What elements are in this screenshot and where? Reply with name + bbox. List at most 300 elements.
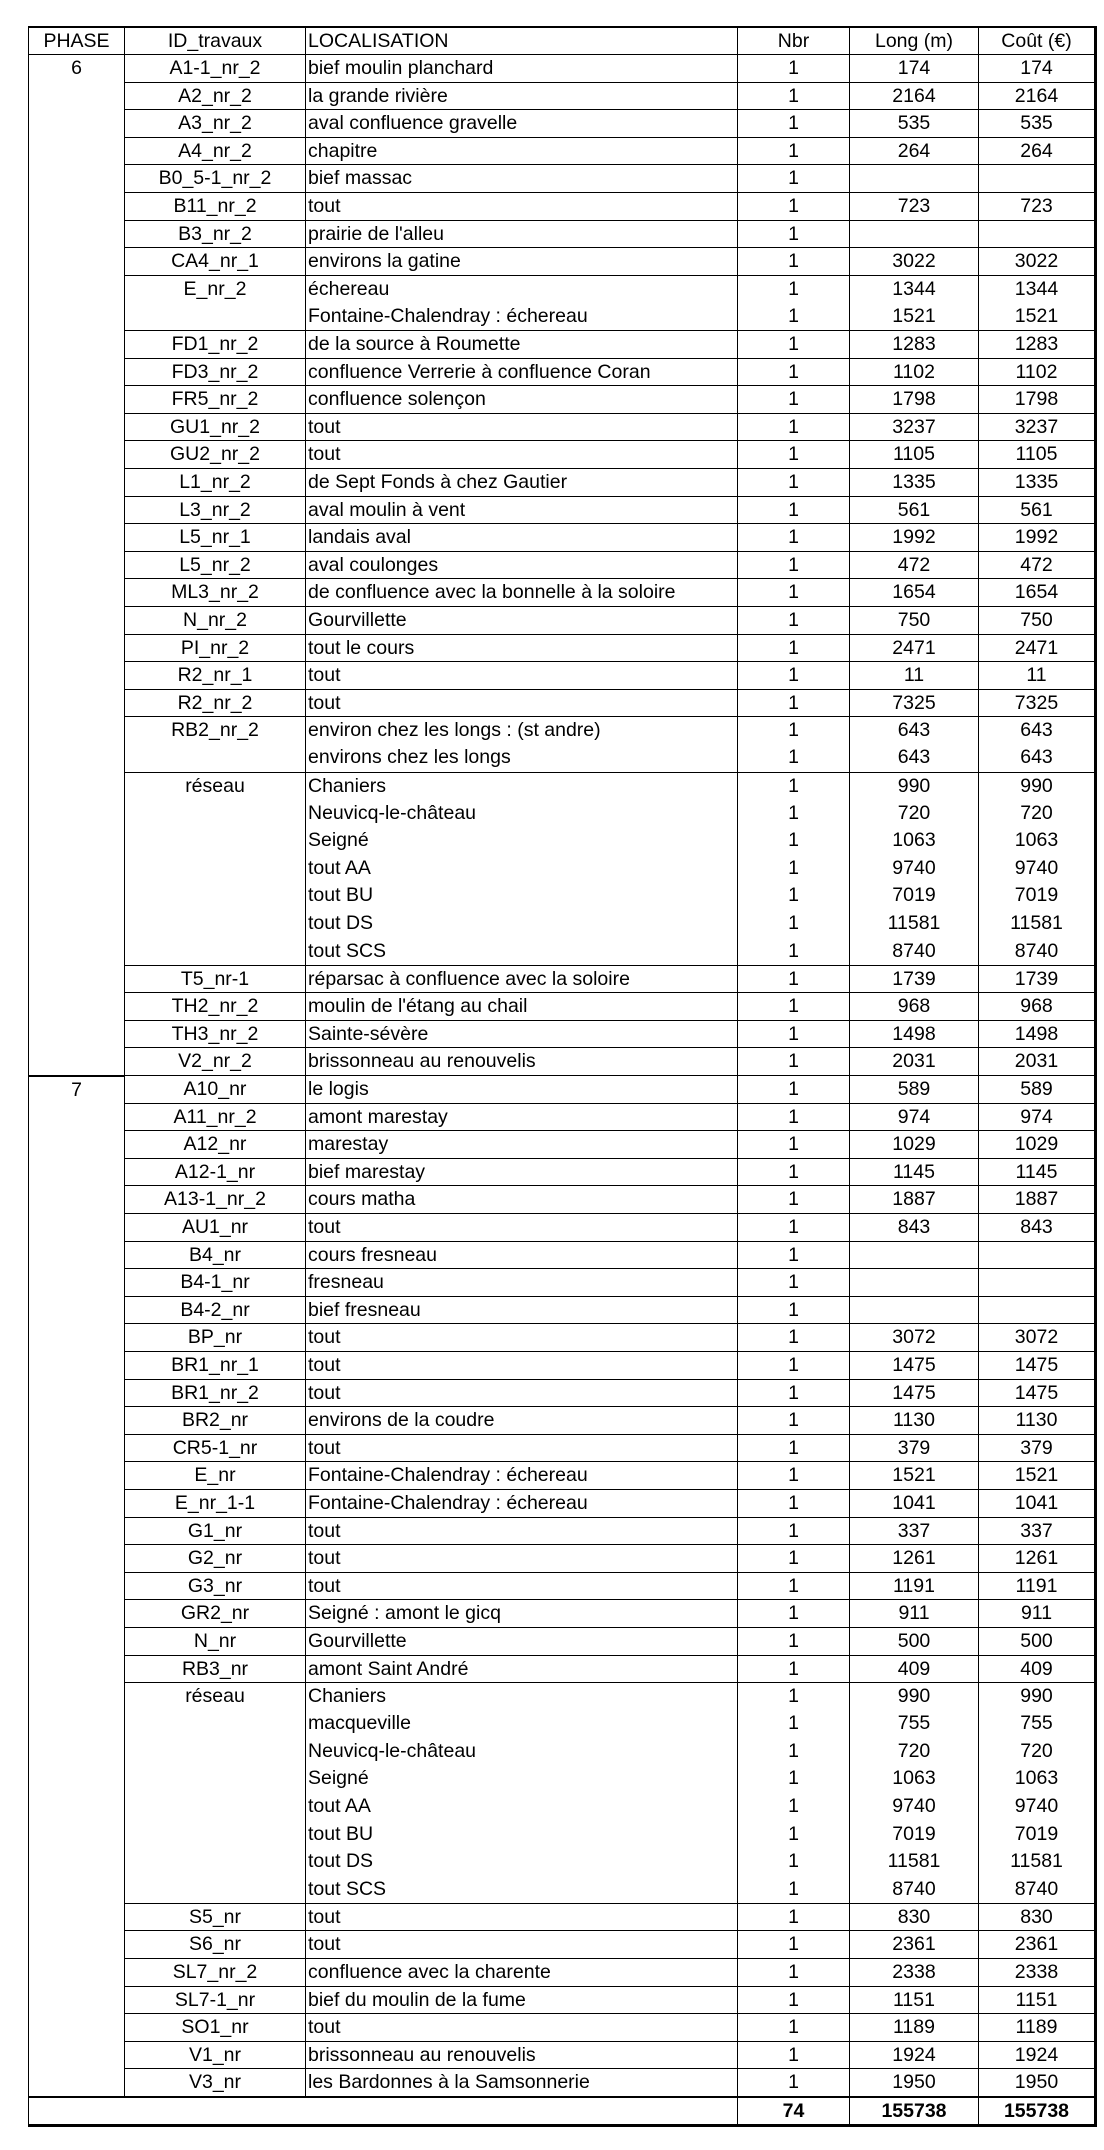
id-travaux-cell: BR1_nr_1 bbox=[125, 1352, 306, 1380]
localisation-cell: amont Saint André bbox=[306, 1655, 738, 1683]
cout-cell: 1151 bbox=[979, 1986, 1096, 2014]
cout-cell: 264 bbox=[979, 137, 1096, 165]
localisation-cell: brissonneau au renouvelis bbox=[306, 1048, 738, 1076]
id-travaux-cell: FD1_nr_2 bbox=[125, 331, 306, 359]
cout-cell: 1102 bbox=[979, 358, 1096, 386]
nbr-cell: 1 bbox=[738, 1903, 850, 1931]
id-travaux-cell: A12_nr bbox=[125, 1131, 306, 1159]
nbr-cell: 1 bbox=[738, 82, 850, 110]
localisation-cell: bief moulin planchard bbox=[306, 55, 738, 83]
id-travaux-cell: A1-1_nr_2 bbox=[125, 55, 306, 83]
id-travaux-cell: réseau bbox=[125, 772, 306, 965]
nbr-cell: 1 bbox=[738, 1738, 850, 1766]
cout-cell: 3072 bbox=[979, 1324, 1096, 1352]
table-row bbox=[29, 441, 1096, 469]
long-cell: 1145 bbox=[850, 1158, 979, 1186]
localisation-cell: cours fresneau bbox=[306, 1241, 738, 1269]
id-travaux-cell: B4_nr bbox=[125, 1241, 306, 1269]
cout-cell bbox=[979, 220, 1096, 248]
nbr-cell: 1 bbox=[738, 1214, 850, 1242]
cout-cell: 2031 bbox=[979, 1048, 1096, 1076]
nbr-cell: 1 bbox=[738, 193, 850, 221]
cout-cell: 1739 bbox=[979, 965, 1096, 993]
long-cell: 643 bbox=[850, 717, 979, 745]
id-travaux-cell: SO1_nr bbox=[125, 2014, 306, 2042]
localisation-cell: de Sept Fonds à chez Gautier bbox=[306, 469, 738, 497]
nbr-cell: 1 bbox=[738, 606, 850, 634]
localisation-cell: environ chez les longs : (st andre) bbox=[306, 717, 738, 745]
table-row bbox=[29, 689, 1096, 717]
long-cell: 1992 bbox=[850, 524, 979, 552]
localisation-cell: de confluence avec la bonnelle à la soloire bbox=[306, 579, 738, 607]
nbr-cell: 1 bbox=[738, 1434, 850, 1462]
table-row bbox=[29, 165, 1096, 193]
localisation-cell: Sainte-sévère bbox=[306, 1020, 738, 1048]
table-row bbox=[29, 2069, 1096, 2097]
nbr-cell: 1 bbox=[738, 1931, 850, 1959]
table-row bbox=[29, 1683, 1096, 1711]
localisation-cell: bief fresneau bbox=[306, 1296, 738, 1324]
localisation-cell: marestay bbox=[306, 1131, 738, 1159]
total-long: 155738 bbox=[850, 2097, 979, 2126]
cout-cell: 1283 bbox=[979, 331, 1096, 359]
long-cell: 9740 bbox=[850, 855, 979, 883]
long-cell: 409 bbox=[850, 1655, 979, 1683]
long-cell: 720 bbox=[850, 800, 979, 828]
cout-cell: 7019 bbox=[979, 882, 1096, 910]
localisation-cell: macqueville bbox=[306, 1710, 738, 1738]
long-cell: 500 bbox=[850, 1627, 979, 1655]
localisation-cell: Seigné : amont le gicq bbox=[306, 1600, 738, 1628]
cout-cell: 11 bbox=[979, 662, 1096, 690]
cout-cell: 1654 bbox=[979, 579, 1096, 607]
cout-cell: 755 bbox=[979, 1710, 1096, 1738]
phase-cell: 7 bbox=[29, 1076, 125, 2097]
nbr-cell: 1 bbox=[738, 1296, 850, 1324]
nbr-cell: 1 bbox=[738, 220, 850, 248]
cout-cell: 174 bbox=[979, 55, 1096, 83]
nbr-cell: 1 bbox=[738, 1572, 850, 1600]
long-cell: 1029 bbox=[850, 1131, 979, 1159]
nbr-cell: 1 bbox=[738, 1131, 850, 1159]
cout-cell: 2338 bbox=[979, 1959, 1096, 1987]
long-cell: 1105 bbox=[850, 441, 979, 469]
long-cell: 2164 bbox=[850, 82, 979, 110]
id-travaux-cell: RB2_nr_2 bbox=[125, 717, 306, 772]
long-cell: 589 bbox=[850, 1076, 979, 1104]
nbr-cell: 1 bbox=[738, 938, 850, 966]
long-cell: 8740 bbox=[850, 1876, 979, 1904]
long-cell: 379 bbox=[850, 1434, 979, 1462]
long-cell: 264 bbox=[850, 137, 979, 165]
nbr-cell: 1 bbox=[738, 910, 850, 938]
phase-cell: 6 bbox=[29, 55, 125, 1076]
cout-cell: 1130 bbox=[979, 1407, 1096, 1435]
cout-cell: 1798 bbox=[979, 386, 1096, 414]
nbr-cell: 1 bbox=[738, 441, 850, 469]
id-travaux-cell: BR2_nr bbox=[125, 1407, 306, 1435]
table-row bbox=[29, 772, 1096, 800]
nbr-cell: 1 bbox=[738, 634, 850, 662]
localisation-cell: Gourvillette bbox=[306, 1627, 738, 1655]
localisation-cell: tout bbox=[306, 1214, 738, 1242]
long-cell: 1261 bbox=[850, 1545, 979, 1573]
nbr-cell: 1 bbox=[738, 882, 850, 910]
cout-cell: 535 bbox=[979, 110, 1096, 138]
cout-cell: 1475 bbox=[979, 1379, 1096, 1407]
nbr-cell: 1 bbox=[738, 1821, 850, 1849]
cout-cell: 1041 bbox=[979, 1489, 1096, 1517]
localisation-cell: tout AA bbox=[306, 855, 738, 883]
table-row bbox=[29, 1903, 1096, 1931]
table-row bbox=[29, 1020, 1096, 1048]
id-travaux-cell: A4_nr_2 bbox=[125, 137, 306, 165]
total-row bbox=[29, 2097, 1096, 2126]
table-row bbox=[29, 248, 1096, 276]
id-travaux-cell: T5_nr-1 bbox=[125, 965, 306, 993]
table-row bbox=[29, 1324, 1096, 1352]
localisation-cell: bief massac bbox=[306, 165, 738, 193]
nbr-cell: 1 bbox=[738, 1517, 850, 1545]
long-cell: 1739 bbox=[850, 965, 979, 993]
id-travaux-cell: RB3_nr bbox=[125, 1655, 306, 1683]
nbr-cell: 1 bbox=[738, 800, 850, 828]
long-cell: 830 bbox=[850, 1903, 979, 1931]
table-row bbox=[29, 1600, 1096, 1628]
nbr-cell: 1 bbox=[738, 2014, 850, 2042]
long-cell: 1130 bbox=[850, 1407, 979, 1435]
id-travaux-cell: TH2_nr_2 bbox=[125, 993, 306, 1021]
localisation-cell: aval coulonges bbox=[306, 551, 738, 579]
nbr-cell: 1 bbox=[738, 165, 850, 193]
localisation-cell: environs la gatine bbox=[306, 248, 738, 276]
table-row bbox=[29, 606, 1096, 634]
nbr-cell: 1 bbox=[738, 1048, 850, 1076]
id-travaux-cell: N_nr_2 bbox=[125, 606, 306, 634]
localisation-cell: confluence Verrerie à confluence Coran bbox=[306, 358, 738, 386]
cout-cell: 830 bbox=[979, 1903, 1096, 1931]
nbr-cell: 1 bbox=[738, 496, 850, 524]
id-travaux-cell: V1_nr bbox=[125, 2041, 306, 2069]
long-cell: 2361 bbox=[850, 1931, 979, 1959]
localisation-cell: réparsac à confluence avec la soloire bbox=[306, 965, 738, 993]
table-row bbox=[29, 1986, 1096, 2014]
localisation-cell: fresneau bbox=[306, 1269, 738, 1297]
long-cell bbox=[850, 165, 979, 193]
localisation-cell: Neuvicq-le-château bbox=[306, 1738, 738, 1766]
id-travaux-cell: ML3_nr_2 bbox=[125, 579, 306, 607]
long-cell: 1475 bbox=[850, 1352, 979, 1380]
localisation-cell: tout DS bbox=[306, 910, 738, 938]
long-cell bbox=[850, 220, 979, 248]
cout-cell: 1261 bbox=[979, 1545, 1096, 1573]
id-travaux-cell: B4-2_nr bbox=[125, 1296, 306, 1324]
table-row bbox=[29, 1655, 1096, 1683]
cout-cell: 911 bbox=[979, 1600, 1096, 1628]
localisation-cell: Fontaine-Chalendray : échereau bbox=[306, 1462, 738, 1490]
table-row bbox=[29, 358, 1096, 386]
localisation-cell: Fontaine-Chalendray : échereau bbox=[306, 1489, 738, 1517]
long-cell: 11581 bbox=[850, 1848, 979, 1876]
nbr-cell: 1 bbox=[738, 137, 850, 165]
localisation-cell: tout DS bbox=[306, 1848, 738, 1876]
long-cell: 11 bbox=[850, 662, 979, 690]
table-row bbox=[29, 1407, 1096, 1435]
localisation-cell: échereau bbox=[306, 275, 738, 303]
table-row bbox=[29, 1048, 1096, 1076]
table-row bbox=[29, 55, 1096, 83]
nbr-cell: 1 bbox=[738, 2041, 850, 2069]
nbr-cell: 1 bbox=[738, 855, 850, 883]
id-travaux-cell: A12-1_nr bbox=[125, 1158, 306, 1186]
nbr-cell: 1 bbox=[738, 744, 850, 772]
long-cell: 1498 bbox=[850, 1020, 979, 1048]
long-cell: 535 bbox=[850, 110, 979, 138]
nbr-cell: 1 bbox=[738, 331, 850, 359]
localisation-cell: tout bbox=[306, 1903, 738, 1931]
long-cell: 750 bbox=[850, 606, 979, 634]
cout-cell: 720 bbox=[979, 800, 1096, 828]
table-row bbox=[29, 137, 1096, 165]
nbr-cell: 1 bbox=[738, 1959, 850, 1987]
localisation-cell: le logis bbox=[306, 1076, 738, 1104]
localisation-cell: la grande rivière bbox=[306, 82, 738, 110]
localisation-cell: tout bbox=[306, 1352, 738, 1380]
table-row bbox=[29, 220, 1096, 248]
long-cell bbox=[850, 1241, 979, 1269]
cout-cell: 7325 bbox=[979, 689, 1096, 717]
total-cout: 155738 bbox=[979, 2097, 1096, 2126]
id-travaux-cell: PI_nr_2 bbox=[125, 634, 306, 662]
table-row bbox=[29, 82, 1096, 110]
nbr-cell: 1 bbox=[738, 827, 850, 855]
nbr-cell: 1 bbox=[738, 1103, 850, 1131]
nbr-cell: 1 bbox=[738, 1269, 850, 1297]
nbr-cell: 1 bbox=[738, 1407, 850, 1435]
nbr-cell: 1 bbox=[738, 689, 850, 717]
table-row bbox=[29, 1489, 1096, 1517]
long-cell: 1521 bbox=[850, 303, 979, 331]
table-row bbox=[29, 1462, 1096, 1490]
table-row bbox=[29, 413, 1096, 441]
long-cell: 11581 bbox=[850, 910, 979, 938]
nbr-cell: 1 bbox=[738, 717, 850, 745]
localisation-cell: prairie de l'alleu bbox=[306, 220, 738, 248]
localisation-cell: amont marestay bbox=[306, 1103, 738, 1131]
long-cell: 968 bbox=[850, 993, 979, 1021]
table-row bbox=[29, 1103, 1096, 1131]
localisation-cell: tout le cours bbox=[306, 634, 738, 662]
table-row bbox=[29, 1434, 1096, 1462]
long-cell: 1344 bbox=[850, 275, 979, 303]
id-travaux-cell: A13-1_nr_2 bbox=[125, 1186, 306, 1214]
id-travaux-cell: L5_nr_2 bbox=[125, 551, 306, 579]
works-table bbox=[28, 26, 1097, 2127]
cout-cell: 9740 bbox=[979, 855, 1096, 883]
localisation-cell: tout bbox=[306, 1931, 738, 1959]
header-long: Long (m) bbox=[850, 27, 979, 55]
long-cell: 723 bbox=[850, 193, 979, 221]
cout-cell: 1498 bbox=[979, 1020, 1096, 1048]
localisation-cell: chapitre bbox=[306, 137, 738, 165]
cout-cell: 1191 bbox=[979, 1572, 1096, 1600]
table-row bbox=[29, 1186, 1096, 1214]
long-cell: 1887 bbox=[850, 1186, 979, 1214]
id-travaux-cell: G3_nr bbox=[125, 1572, 306, 1600]
long-cell: 1063 bbox=[850, 1765, 979, 1793]
localisation-cell: tout bbox=[306, 441, 738, 469]
long-cell: 337 bbox=[850, 1517, 979, 1545]
id-travaux-cell: R2_nr_2 bbox=[125, 689, 306, 717]
localisation-cell: moulin de l'étang au chail bbox=[306, 993, 738, 1021]
nbr-cell: 1 bbox=[738, 2069, 850, 2097]
nbr-cell: 1 bbox=[738, 1158, 850, 1186]
table-row bbox=[29, 331, 1096, 359]
table-row bbox=[29, 551, 1096, 579]
long-cell: 3072 bbox=[850, 1324, 979, 1352]
cout-cell: 643 bbox=[979, 717, 1096, 745]
table-row bbox=[29, 1931, 1096, 1959]
long-cell: 2031 bbox=[850, 1048, 979, 1076]
long-cell: 974 bbox=[850, 1103, 979, 1131]
long-cell: 9740 bbox=[850, 1793, 979, 1821]
long-cell: 1924 bbox=[850, 2041, 979, 2069]
long-cell: 1798 bbox=[850, 386, 979, 414]
cout-cell: 1475 bbox=[979, 1352, 1096, 1380]
cout-cell bbox=[979, 1269, 1096, 1297]
id-travaux-cell: B11_nr_2 bbox=[125, 193, 306, 221]
table-row bbox=[29, 524, 1096, 552]
id-travaux-cell: G1_nr bbox=[125, 1517, 306, 1545]
localisation-cell: tout bbox=[306, 1517, 738, 1545]
id-travaux-cell: L1_nr_2 bbox=[125, 469, 306, 497]
nbr-cell: 1 bbox=[738, 1683, 850, 1711]
cout-cell: 723 bbox=[979, 193, 1096, 221]
id-travaux-cell: L3_nr_2 bbox=[125, 496, 306, 524]
localisation-cell: tout bbox=[306, 193, 738, 221]
cout-cell: 500 bbox=[979, 1627, 1096, 1655]
id-travaux-cell: A11_nr_2 bbox=[125, 1103, 306, 1131]
table-row bbox=[29, 1158, 1096, 1186]
localisation-cell: Seigné bbox=[306, 1765, 738, 1793]
cout-cell: 561 bbox=[979, 496, 1096, 524]
cout-cell bbox=[979, 1296, 1096, 1324]
id-travaux-cell: B0_5-1_nr_2 bbox=[125, 165, 306, 193]
table-row bbox=[29, 1379, 1096, 1407]
table-row bbox=[29, 1241, 1096, 1269]
nbr-cell: 1 bbox=[738, 248, 850, 276]
localisation-cell: tout bbox=[306, 662, 738, 690]
localisation-cell: tout bbox=[306, 1324, 738, 1352]
id-travaux-cell: CR5-1_nr bbox=[125, 1434, 306, 1462]
localisation-cell: brissonneau au renouvelis bbox=[306, 2041, 738, 2069]
nbr-cell: 1 bbox=[738, 993, 850, 1021]
id-travaux-cell: BR1_nr_2 bbox=[125, 1379, 306, 1407]
cout-cell bbox=[979, 165, 1096, 193]
nbr-cell: 1 bbox=[738, 413, 850, 441]
localisation-cell: confluence avec la charente bbox=[306, 1959, 738, 1987]
cout-cell: 1063 bbox=[979, 1765, 1096, 1793]
long-cell bbox=[850, 1296, 979, 1324]
id-travaux-cell: G2_nr bbox=[125, 1545, 306, 1573]
long-cell: 643 bbox=[850, 744, 979, 772]
long-cell bbox=[850, 1269, 979, 1297]
localisation-cell: de la source à Roumette bbox=[306, 331, 738, 359]
cout-cell: 990 bbox=[979, 1683, 1096, 1711]
long-cell: 1063 bbox=[850, 827, 979, 855]
table-row bbox=[29, 386, 1096, 414]
id-travaux-cell: CA4_nr_1 bbox=[125, 248, 306, 276]
localisation-cell: environs de la coudre bbox=[306, 1407, 738, 1435]
cout-cell: 643 bbox=[979, 744, 1096, 772]
id-travaux-cell: SL7-1_nr bbox=[125, 1986, 306, 2014]
localisation-cell: tout bbox=[306, 1572, 738, 1600]
cout-cell bbox=[979, 1241, 1096, 1269]
id-travaux-cell: A10_nr bbox=[125, 1076, 306, 1104]
table-row bbox=[29, 662, 1096, 690]
long-cell: 1335 bbox=[850, 469, 979, 497]
nbr-cell: 1 bbox=[738, 1489, 850, 1517]
table-row bbox=[29, 1959, 1096, 1987]
nbr-cell: 1 bbox=[738, 1876, 850, 1904]
cout-cell: 8740 bbox=[979, 938, 1096, 966]
localisation-cell: environs chez les longs bbox=[306, 744, 738, 772]
cout-cell: 589 bbox=[979, 1076, 1096, 1104]
cout-cell: 11581 bbox=[979, 910, 1096, 938]
localisation-cell: tout BU bbox=[306, 882, 738, 910]
localisation-cell: bief du moulin de la fume bbox=[306, 1986, 738, 2014]
table-row bbox=[29, 1076, 1096, 1104]
nbr-cell: 1 bbox=[738, 110, 850, 138]
nbr-cell: 1 bbox=[738, 524, 850, 552]
cout-cell: 990 bbox=[979, 772, 1096, 800]
long-cell: 3237 bbox=[850, 413, 979, 441]
id-travaux-cell: B3_nr_2 bbox=[125, 220, 306, 248]
nbr-cell: 1 bbox=[738, 1186, 850, 1214]
table-row bbox=[29, 275, 1096, 303]
cout-cell: 1145 bbox=[979, 1158, 1096, 1186]
id-travaux-cell: GU2_nr_2 bbox=[125, 441, 306, 469]
table-row bbox=[29, 634, 1096, 662]
cout-cell: 379 bbox=[979, 1434, 1096, 1462]
localisation-cell: tout bbox=[306, 413, 738, 441]
long-cell: 7019 bbox=[850, 882, 979, 910]
id-travaux-cell: E_nr_1-1 bbox=[125, 1489, 306, 1517]
long-cell: 8740 bbox=[850, 938, 979, 966]
nbr-cell: 1 bbox=[738, 1462, 850, 1490]
localisation-cell: Fontaine-Chalendray : échereau bbox=[306, 303, 738, 331]
cout-cell: 1335 bbox=[979, 469, 1096, 497]
cout-cell: 750 bbox=[979, 606, 1096, 634]
total-label-cell bbox=[29, 2097, 738, 2126]
localisation-cell: les Bardonnes à la Samsonnerie bbox=[306, 2069, 738, 2097]
table-row bbox=[29, 1572, 1096, 1600]
cout-cell: 1344 bbox=[979, 275, 1096, 303]
id-travaux-cell: B4-1_nr bbox=[125, 1269, 306, 1297]
cout-cell: 337 bbox=[979, 1517, 1096, 1545]
long-cell: 990 bbox=[850, 1683, 979, 1711]
table-row bbox=[29, 1296, 1096, 1324]
nbr-cell: 1 bbox=[738, 551, 850, 579]
localisation-cell: landais aval bbox=[306, 524, 738, 552]
nbr-cell: 1 bbox=[738, 1545, 850, 1573]
header-phase: PHASE bbox=[29, 27, 125, 55]
nbr-cell: 1 bbox=[738, 303, 850, 331]
table-row bbox=[29, 110, 1096, 138]
table-row bbox=[29, 496, 1096, 524]
nbr-cell: 1 bbox=[738, 1352, 850, 1380]
cout-cell: 1029 bbox=[979, 1131, 1096, 1159]
